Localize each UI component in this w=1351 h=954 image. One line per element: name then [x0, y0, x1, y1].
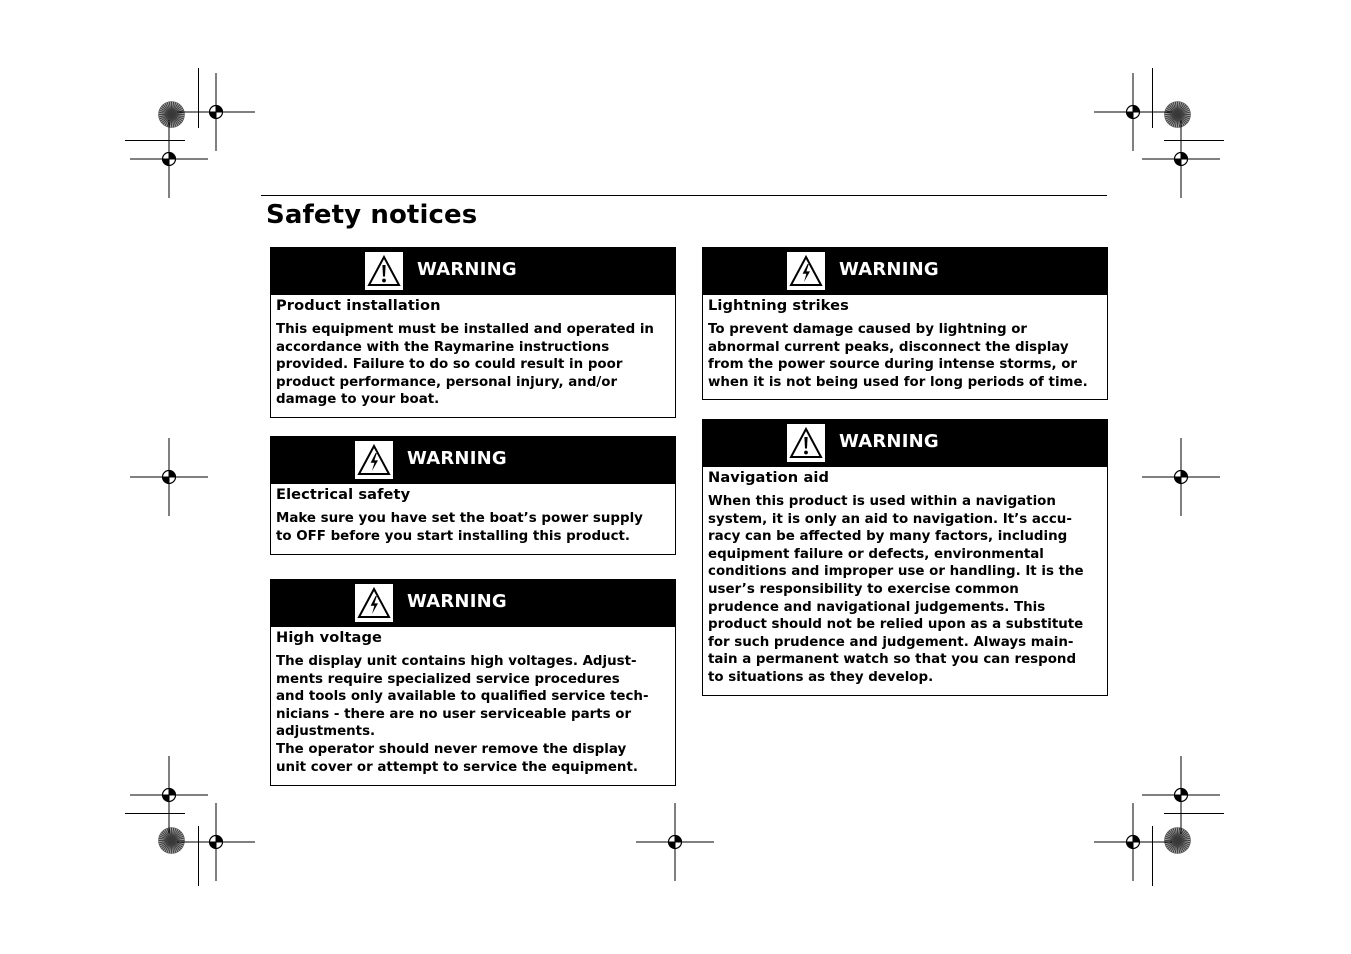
crosshair-mark-icon: [177, 803, 255, 881]
crop-mark: [198, 68, 199, 128]
warning-high-voltage: [270, 579, 676, 786]
warning-text: When this product is used within a navigation system, it is only an aid to navigation. It’s accu- racy can be affected by many factors, including equipment failure or defects, environmental conditions and improper use or handling. It is the user’s responsibility to exercise common prudence and navigational judgements. This product should not be relied upon as a substitute for such prudence and judgement. Always main- tain a permanent watch so that you can respond to situations as they develop.: [708, 494, 1084, 685]
warning-title: Product installation: [276, 297, 441, 314]
warning-label: WARNING: [839, 431, 939, 452]
crop-mark: [1164, 813, 1224, 814]
warning-navigation-aid: [702, 419, 1108, 696]
crop-mark: [1152, 826, 1153, 886]
warning-header: [271, 437, 675, 484]
warning-electrical-safety: [270, 436, 676, 555]
warning-header: [271, 580, 675, 627]
crosshair-mark-icon: [130, 438, 208, 516]
warning-title: Electrical safety: [276, 486, 411, 503]
crop-mark: [1164, 140, 1224, 141]
crosshair-mark-icon: [1094, 803, 1172, 881]
electrical-hazard-icon: [355, 441, 393, 479]
exclamation-warning-icon: [365, 252, 403, 290]
warning-title: Lightning strikes: [708, 297, 849, 314]
exclamation-warning-icon: [787, 424, 825, 462]
crop-mark: [125, 813, 185, 814]
crosshair-mark-icon: [130, 120, 208, 198]
crosshair-mark-icon: [1142, 120, 1220, 198]
warning-product-installation: [270, 247, 676, 418]
crop-mark: [1152, 68, 1153, 128]
header-rule: [261, 195, 1107, 196]
warning-label: WARNING: [407, 591, 507, 612]
warning-title: High voltage: [276, 629, 383, 646]
warning-text: The display unit contains high voltages. Adjust- ments require specialized service procedures and tools only available to qualified service tech- nicians - there are no user serviceable parts or adjustments. The operator should never remove the display unit cover or attempt to service the equipment.: [276, 654, 649, 775]
warning-lightning-strikes: [702, 247, 1108, 400]
crosshair-mark-icon: [636, 803, 714, 881]
warning-label: WARNING: [839, 259, 939, 280]
warning-text: Make sure you have set the boat’s power supply to OFF before you start installing this product.: [276, 511, 643, 544]
warning-text: To prevent damage caused by lightning or abnormal current peaks, disconnect the display from the power source during intense storms, or when it is not being used for long periods of time.: [708, 322, 1088, 390]
warning-label: WARNING: [407, 448, 507, 469]
warning-title: Navigation aid: [708, 469, 830, 486]
warning-label: WARNING: [417, 259, 517, 280]
warning-header: [271, 248, 675, 295]
warning-text: This equipment must be installed and operated in accordance with the Raymarine instructions provided. Failure to do so could result in poor product performance, personal injury, and/or damage to your boat.: [276, 322, 654, 408]
page-title: Safety notices: [266, 200, 478, 230]
electrical-hazard-icon: [787, 252, 825, 290]
warning-header: [703, 248, 1107, 295]
warning-header: [703, 420, 1107, 467]
crop-mark: [198, 826, 199, 886]
crosshair-mark-icon: [1142, 438, 1220, 516]
electrical-hazard-icon: [355, 584, 393, 622]
crop-mark: [125, 140, 185, 141]
